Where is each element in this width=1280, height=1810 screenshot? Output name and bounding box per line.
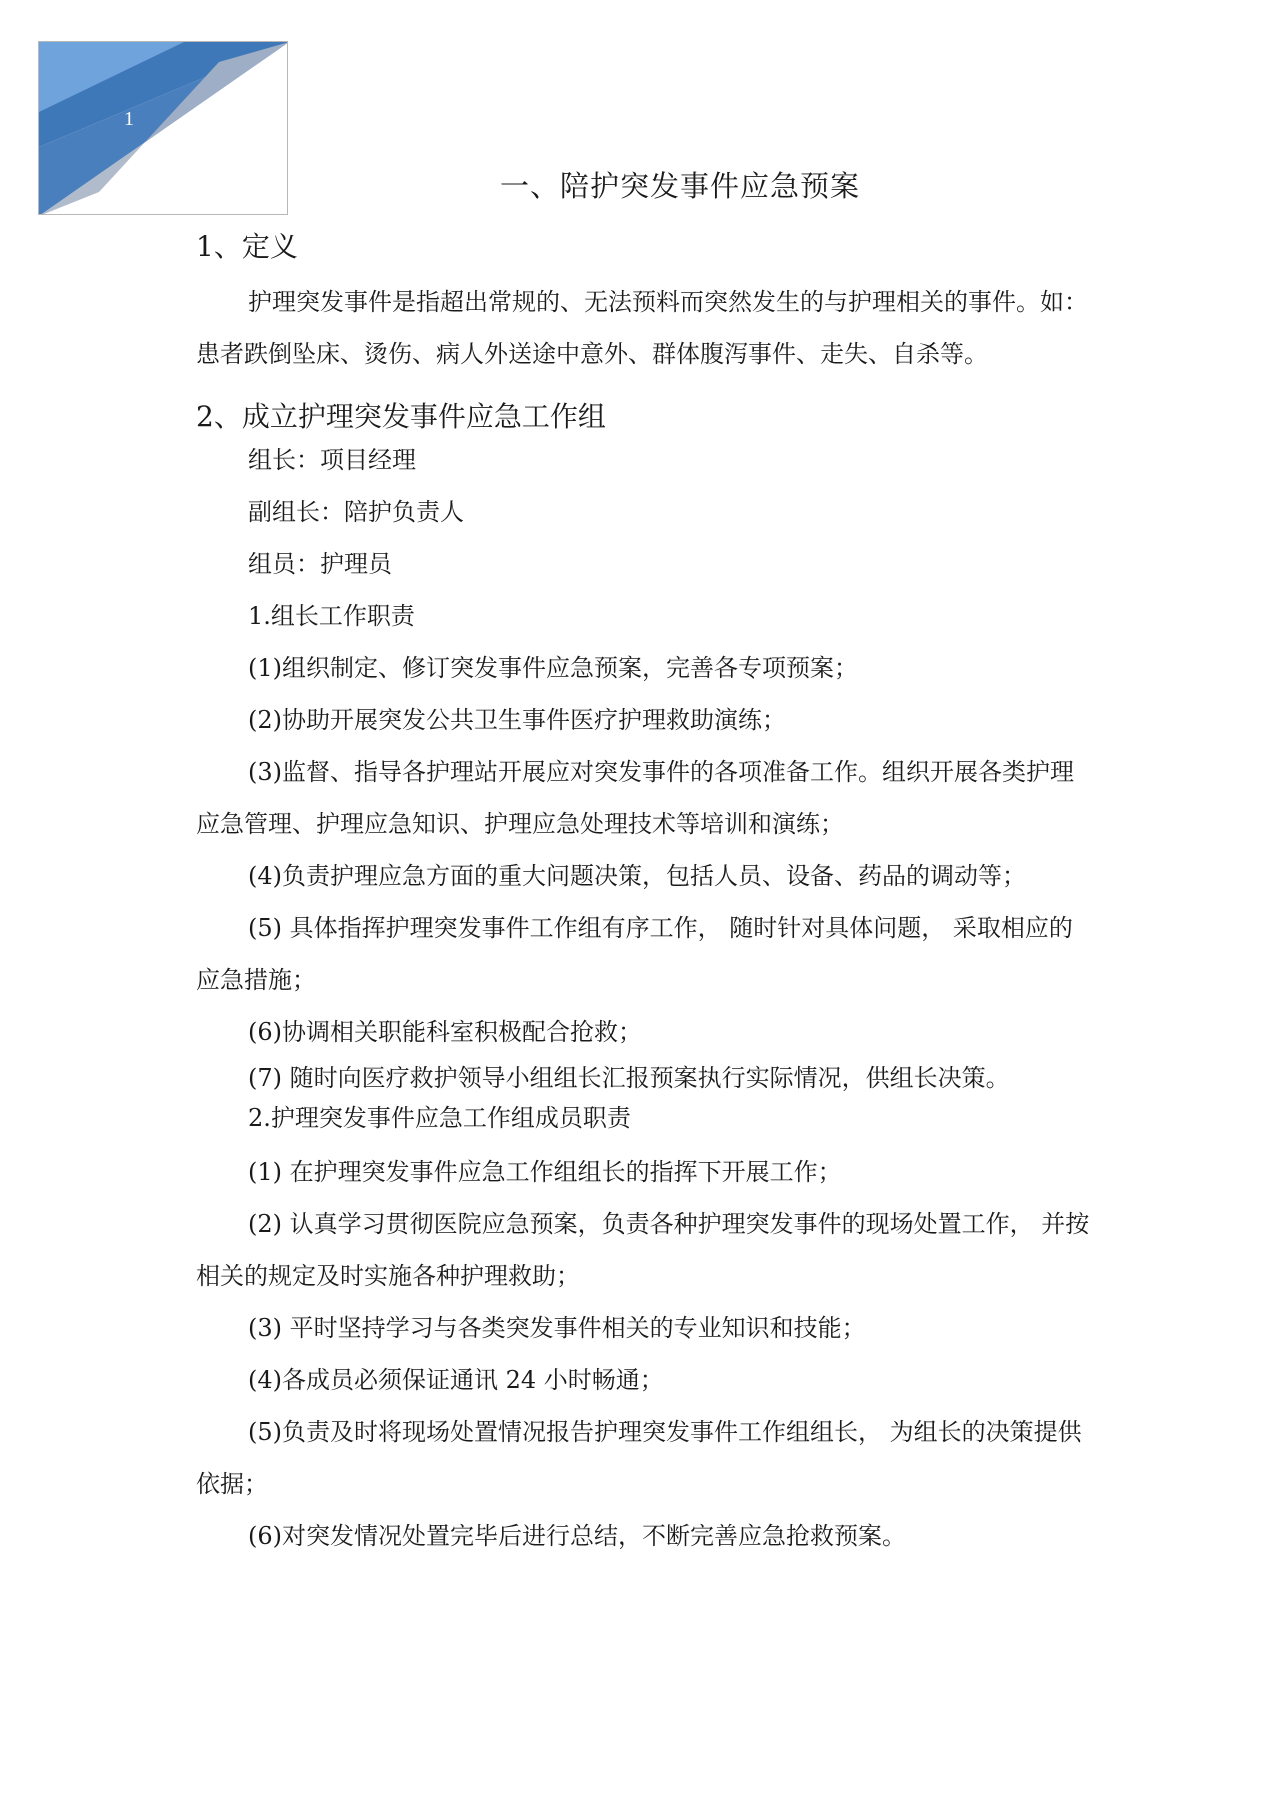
member-duty-item: (6)对突发情况处置完毕后进行总结，不断完善应急抢救预案。 <box>248 1522 906 1550</box>
leader-duty-item: (1)组织制定、修订突发事件应急预案，完善各专项预案； <box>248 654 858 682</box>
group-deputy: 副组长：陪护负责人 <box>248 498 464 526</box>
section-heading-definition: 1、定义 <box>196 230 298 263</box>
member-duty-item: (5)负责及时将现场处置情况报告护理突发事件工作组组长， 为组长的决策提供依据； <box>196 1418 1082 1498</box>
group-members: 组员：护理员 <box>248 550 392 578</box>
member-duty-item: (4)各成员必须保证通讯 24 小时畅通； <box>248 1366 664 1394</box>
member-duties-heading: 2.护理突发事件应急工作组成员职责 <box>248 1104 631 1132</box>
leader-duty-item: (3)监督、指导各护理站开展应对突发事件的各项准备工作。组织开展各类护理应急管理、护理应急知识、护理应急处理技术等培训和演练； <box>196 758 1074 838</box>
leader-duty-item: (7) 随时向医疗救护领导小组组长汇报预案执行实际情况，供组长决策。 <box>248 1064 1010 1092</box>
leader-duty-item: (2)协助开展突发公共卫生事件医疗护理救助演练； <box>248 706 786 734</box>
leader-duty-item: (5) 具体指挥护理突发事件工作组有序工作， 随时针对具体问题， 采取相应的应急措施； <box>196 914 1073 994</box>
member-duty-item: (2) 认真学习贯彻医院应急预案，负责各种护理突发事件的现场处置工作， 并按相关的规定及时实施各种护理救助； <box>196 1210 1090 1290</box>
page-number: 1 <box>124 108 134 130</box>
leader-duties-heading: 1.组长工作职责 <box>248 602 415 630</box>
section-heading-group: 2、成立护理突发事件应急工作组 <box>196 400 606 433</box>
document-body <box>196 230 1092 1562</box>
group-leader: 组长：项目经理 <box>248 446 416 474</box>
leader-duty-item: (6)协调相关职能科室积极配合抢救； <box>248 1018 642 1046</box>
leader-duty-item: (4)负责护理应急方面的重大问题决策，包括人员、设备、药品的调动等； <box>248 862 1026 890</box>
member-duty-item: (3) 平时坚持学习与各类突发事件相关的专业知识和技能； <box>248 1314 866 1342</box>
member-duty-item: (1) 在护理突发事件应急工作组组长的指挥下开展工作； <box>248 1158 842 1186</box>
document-title: 一、陪护突发事件应急预案 <box>499 169 860 203</box>
definition-text: 护理突发事件是指超出常规的、无法预料而突然发生的与护理相关的事件。如：患者跌倒坠床、烫伤、病人外送途中意外、群体腹泻事件、走失、自杀等。 <box>196 288 1088 368</box>
